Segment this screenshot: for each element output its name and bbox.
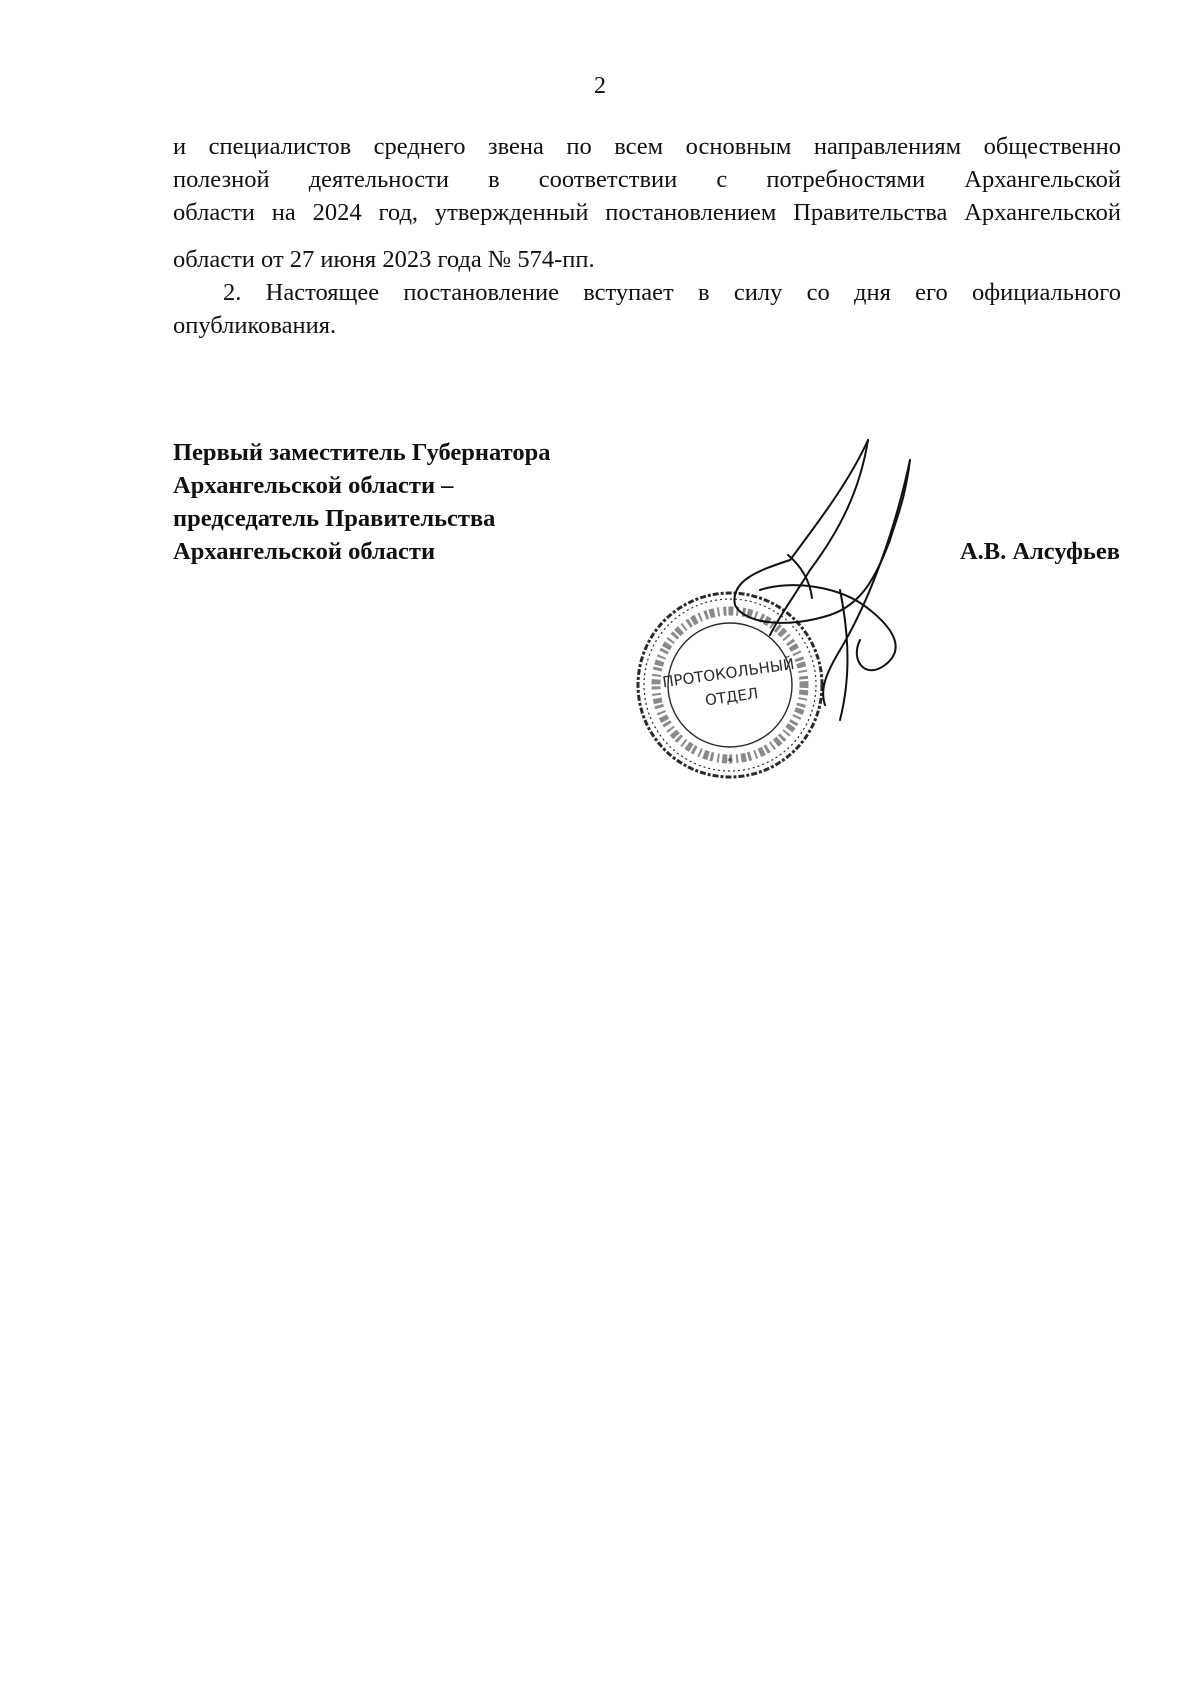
body-line-4: области от 27 июня 2023 года № 574-пп. [173,246,595,273]
position-line-1: Первый заместитель Губернатора [173,439,551,466]
stamp-star-icon: * [727,754,733,768]
signatory-position [173,436,550,568]
body-line-2: полезной деятельности в соответствии с потребностями Архангельской [173,166,1121,193]
position-line-4: Архангельской области [173,538,436,565]
body-line-1: и специалистов среднего звена по всем основным направлениям общественно [173,133,1121,160]
handwritten-signature [700,420,930,740]
stamp-center-text-2: ОТДЕЛ [703,684,760,710]
stamp-center-text-1: ПРОТОКОЛЬНЫЙ [661,654,796,692]
paragraph-2-line-1: 2. Настоящее постановление вступает в силу со дня его официального [223,279,1121,306]
position-line-3: председатель Правительства [173,505,496,532]
body-line-3: области на 2024 год, утвержденный постановлением Правительства Архангельской [173,199,1121,226]
position-line-2: Архангельской области – [173,472,454,499]
paragraph-2-line-2: опубликования. [173,312,337,339]
page-number: 2 [594,73,606,99]
signer-name: А.В. Алсуфьев [959,538,1120,565]
